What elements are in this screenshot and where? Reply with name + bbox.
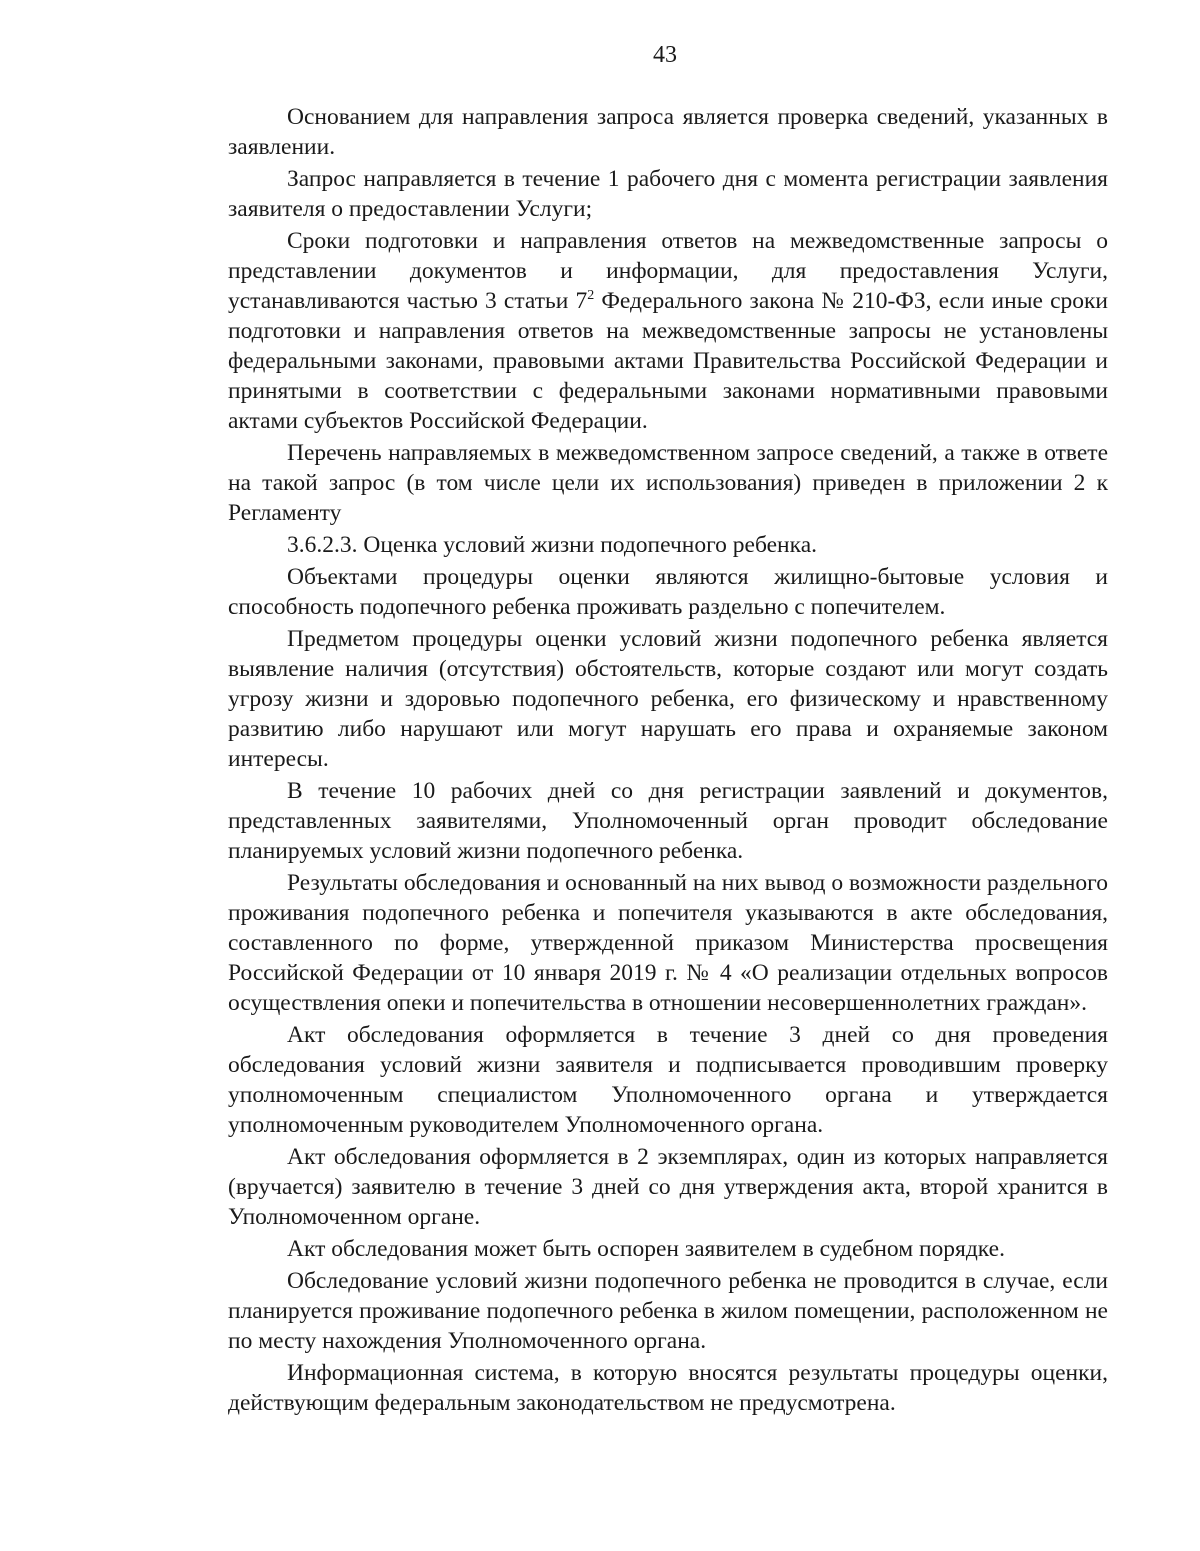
document-body [228, 102, 1108, 1420]
paragraph-information-system: Информационная система, в которую вносятся результаты процедуры оценки, действующим федеральным законодательством не предусмотрена. [228, 1360, 1108, 1416]
article-superscript: 2 [587, 288, 595, 303]
paragraph-response-deadlines [228, 226, 1108, 436]
section-heading-3-6-2-3: 3.6.2.3. Оценка условий жизни подопечного ребенка. [287, 532, 818, 558]
paragraph-response-deadlines-start: Сроки подготовки и направления ответов на межведомственные запросы о представлении документов и информации, для предоставления Услуги, устанавливаются частью 3 статьи 7 [228, 228, 1108, 314]
paragraph-information-list: Перечень направляемых в межведомственном запросе сведений, а также в ответе на такой запрос (в том числе цели их использования) приведен в приложении 2 к Регламенту [228, 440, 1108, 526]
paragraph-inspection-exception: Обследование условий жизни подопечного ребенка не проводится в случае, если планируется проживание подопечного ребенка в жилом помещении, расположенном не по месту нахождения Уполномоченного органа. [228, 1268, 1108, 1354]
paragraph-inspection-timing: В течение 10 рабочих дней со дня регистрации заявлений и документов, представленных заявителями, Уполномоченный орган проводит обследование планируемых условий жизни подопечного ребенка. [228, 778, 1108, 864]
paragraph-request-timing: Запрос направляется в течение 1 рабочего дня с момента регистрации заявления заявителя о предоставлении Услуги; [228, 166, 1108, 222]
paragraph-assessment-subject: Предметом процедуры оценки условий жизни подопечного ребенка является выявление наличия (отсутствия) обстоятельств, которые создают или могут создать угрозу жизни и здоровью подопечного ребенка, его физическому и нравственному развитию либо нарушают или могут нарушать его права и охраняемые законом интересы. [228, 626, 1108, 772]
paragraph-act-appeal: Акт обследования может быть оспорен заявителем в судебном порядке. [287, 1236, 1005, 1262]
page-number: 43 [653, 42, 677, 68]
paragraph-act-preparation: Акт обследования оформляется в течение 3 дней со дня проведения обследования условий жизни заявителя и подписывается проводившим проверку уполномоченным специалистом Уполномоченного органа и утверждается уполномоченным руководителем Уполномоченного органа. [228, 1022, 1108, 1138]
paragraph-response-deadlines-end: Федерального закона № 210-ФЗ, если иные сроки подготовки и направления ответов на межведомственные запросы не установлены федеральными законами, правовыми актами Правительства Российской Федерации и принятыми в соответствии с федеральными законами нормативными правовыми актами субъектов Российской Федерации. [228, 288, 1109, 434]
paragraph-act-copies: Акт обследования оформляется в 2 экземплярах, один из которых направляется (вручается) заявителю в течение 3 дней со дня утверждения акта, второй хранится в Уполномоченном органе. [228, 1144, 1108, 1230]
paragraph-inspection-results: Результаты обследования и основанный на них вывод о возможности раздельного проживания подопечного ребенка и попечителя указываются в акте обследования, составленного по форме, утвержденной приказом Министерства просвещения Российской Федерации от 10 января 2019 г. № 4 «О реализации отдельных вопросов осуществления опеки и попечительства в отношении несовершеннолетних граждан». [228, 870, 1108, 1016]
paragraph-request-basis: Основанием для направления запроса является проверка сведений, указанных в заявлении. [228, 104, 1108, 160]
paragraph-assessment-objects: Объектами процедуры оценки являются жилищно-бытовые условия и способность подопечного ребенка проживать раздельно с попечителем. [228, 564, 1108, 620]
